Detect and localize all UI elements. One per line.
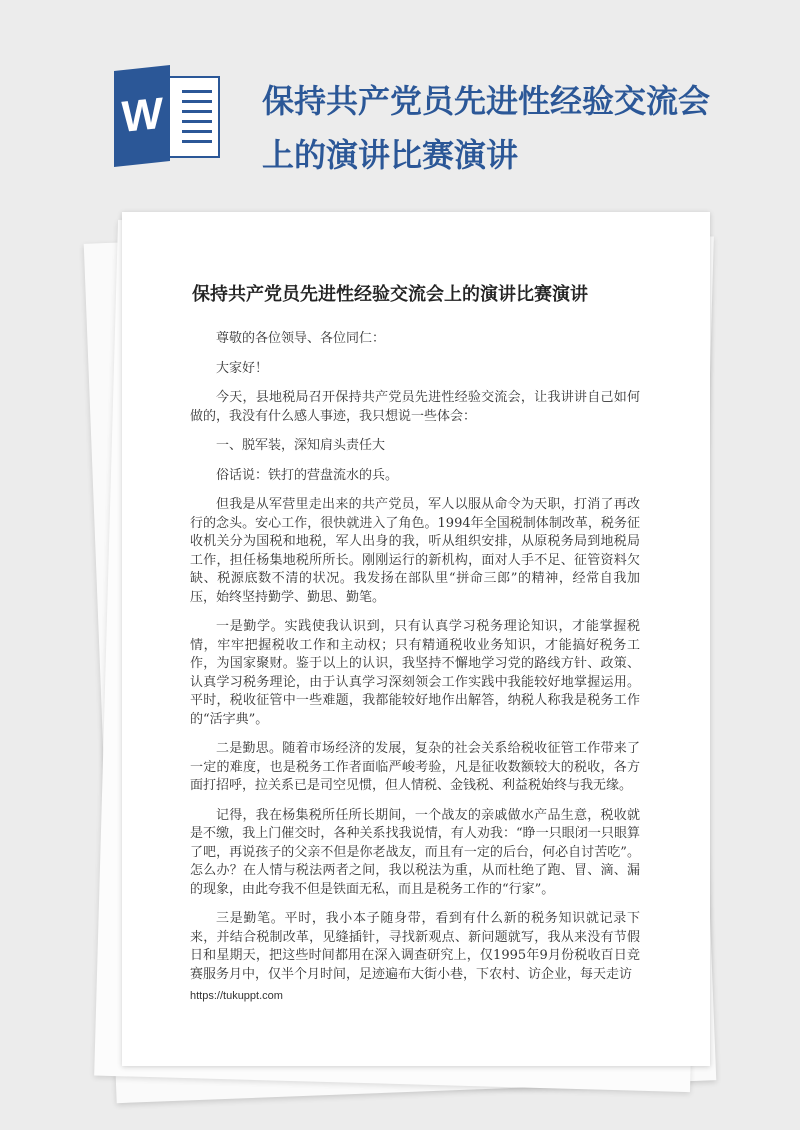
paragraph-diligent-thinking: 二是勤思。随着市场经济的发展，复杂的社会关系给税收征管工作带来了一定的难度，也是税务工作者面临严峻考验，凡是征收数额较大的税收，各方面打招呼，拉关系已是司空见惯，但人情税、金钱税、利益税始终与我无缘。	[190, 741, 640, 793]
paragraph-proverb: 俗话说：铁打的营盘流水的兵。	[216, 467, 399, 483]
paragraph-diligent-writing: 三是勤笔。平时，我小本子随身带，看到有什么新的税务知识就记录下来，并结合税制改革，见缝插针，寻找新观点、新问题就写，我从来没有节假日和星期天，把这些时间都用在深入调查研究上，仅1995年9月份税收百日竞赛服务月中，仅半个月时间，足迹遍布大街小巷，下农村、访企业，每天走访	[190, 911, 640, 982]
word-document-icon	[114, 68, 222, 164]
paragraph-diligent-study: 一是勤学。实践使我认识到，只有认真学习税务理论知识，才能掌握税情，牢牢把握税收工作和主动权；只有精通税收业务知识，才能搞好税务工作，为国家聚财。鉴于以上的认识，我坚持不懈地学习党的路线方针、政策、认真学习税务理论，由于认真学习深刻领会工作实践中我能较好地掌握运用。平时，税收征管中一些难题，我都能较好地作出解答，纳税人称我是税务工作的“活字典”。	[190, 619, 640, 727]
page-title: 保持共产党员先进性经验交流会上的演讲比赛演讲	[192, 284, 588, 305]
header-title: 保持共产党员先进性经验交流会上的演讲比赛演讲	[262, 82, 711, 174]
paragraph-salutation: 尊敬的各位领导、各位同仁：	[216, 331, 386, 346]
header	[0, 0, 800, 200]
document-page	[122, 212, 710, 1066]
document-body	[190, 330, 640, 995]
paragraph-background: 但我是从军营里走出来的共产党员，军人以服从命令为天职，打消了再改行的念头。安心工作，很快就进入了角色。1994年全国税制体制改革，税务征收机关分为国税和地税，军人出身的我，听从组织安排，从原税务局到地税局工作，担任杨集地税所所长。刚刚运行的新机构，面对人手不足、征管资料欠缺、税源底数不清的状况。我发扬在部队里“拼命三郎”的精神，经常自我加压，始终坚持勤学、勤思、勤笔。	[190, 497, 640, 605]
footer-url: https://tukuppt.com	[190, 990, 283, 1002]
paragraph-memory: 记得，我在杨集税所任所长期间，一个战友的亲戚做水产品生意，税收就是不缴，我上门催交时，各种关系找我说情，有人劝我：“睁一只眼闭一只眼算了吧，再说孩子的父亲不但是你老战友，而且有一定的后台，何必自讨苦吃”。怎么办？在人情与税法两者之间，我以税法为重，从而杜绝了跑、冒、滴、漏的现象，由此夸我不但是铁面无私，而且是税务工作的“行家”。	[190, 807, 640, 897]
word-letter-badge: W	[114, 65, 170, 167]
paragraph-intro: 今天，县地税局召开保持共产党员先进性经验交流会，让我讲讲自己如何做的，我没有什么感人事迹，我只想说一些体会：	[190, 390, 640, 424]
paragraph-greeting: 大家好！	[216, 360, 269, 376]
paragraph-section-heading: 一、脱军装，深知肩头责任大	[216, 438, 386, 453]
